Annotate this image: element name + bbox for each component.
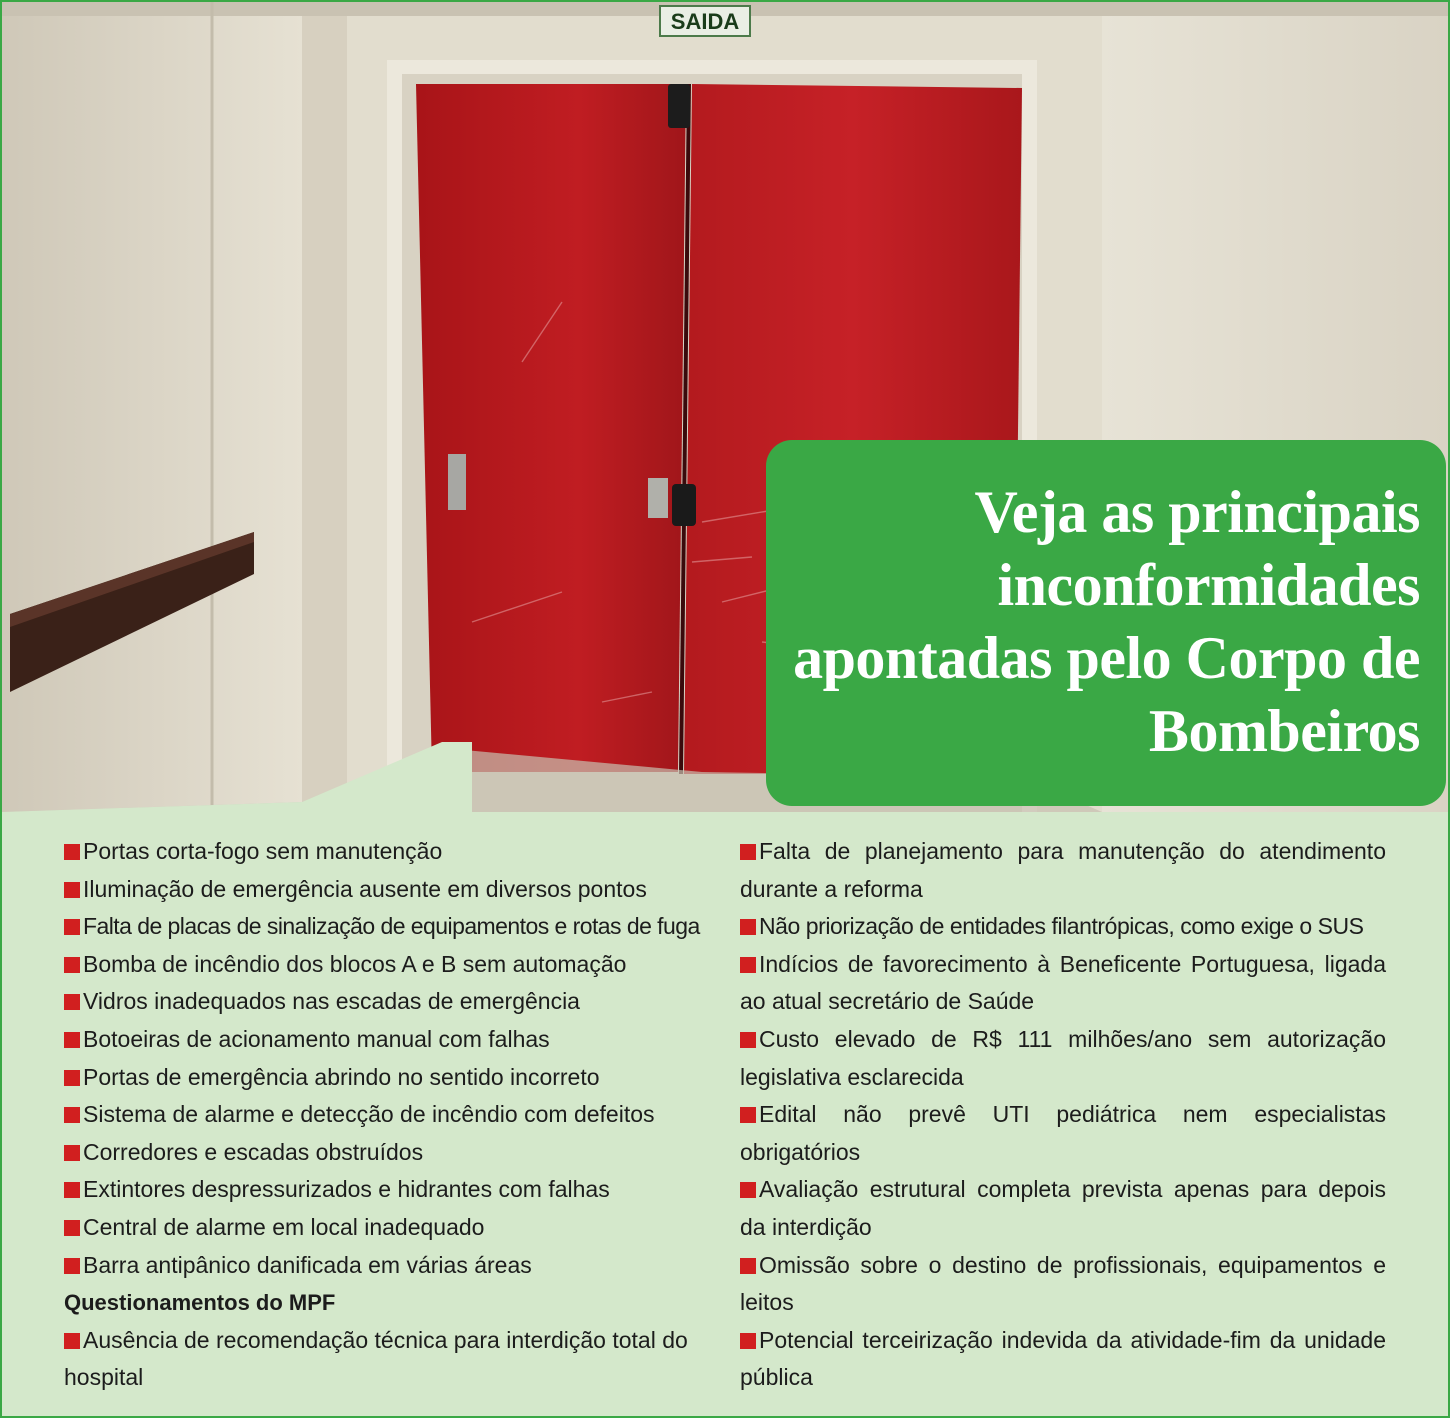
- section-heading: Questionamentos do MPF: [64, 1290, 336, 1316]
- list-item: Não priorização de entidades filantrópicas, como exige o SUS: [740, 908, 1386, 946]
- list-item: Bomba de incêndio dos blocos A e B sem automação: [64, 946, 712, 984]
- title-box: [766, 440, 1446, 806]
- list-item: Central de alarme em local inadequado: [64, 1209, 712, 1247]
- red-square-icon: [64, 1107, 80, 1123]
- left-list: [64, 833, 712, 1397]
- right-column: [740, 833, 1386, 1397]
- red-square-icon: [740, 844, 756, 860]
- list-item: Extintores despressurizados e hidrantes com falhas: [64, 1171, 712, 1209]
- red-square-icon: [64, 1032, 80, 1048]
- list-item: Potencial terceirização indevida da atividade-fim da unidade pública: [740, 1326, 1386, 1391]
- red-square-icon: [64, 1070, 80, 1086]
- red-square-icon: [740, 1107, 756, 1123]
- infographic-title: Veja as principais inconformidades apontadas pelo Corpo de Bombeiros: [793, 479, 1420, 764]
- red-square-icon: [740, 919, 756, 935]
- list-item: Iluminação de emergência ausente em diversos pontos: [64, 871, 712, 909]
- list-item: Falta de placas de sinalização de equipamentos e rotas de fuga: [64, 908, 712, 946]
- red-square-icon: [64, 994, 80, 1010]
- list-item: Avaliação estrutural completa prevista apenas para depois da interdição: [740, 1176, 1386, 1240]
- list-item: Botoeiras de acionamento manual com falhas: [64, 1021, 712, 1059]
- list-item: Ausência de recomendação técnica para interdição total do hospital: [64, 1326, 688, 1391]
- list-item: Portas de emergência abrindo no sentido incorreto: [64, 1059, 712, 1097]
- list-item: Corredores e escadas obstruídos: [64, 1134, 712, 1172]
- list-item: Edital não prevê UTI pediátrica nem especialistas obrigatórios: [740, 1101, 1386, 1165]
- red-square-icon: [64, 1182, 80, 1198]
- list-item: Omissão sobre o destino de profissionais, equipamentos e leitos: [740, 1251, 1386, 1316]
- red-square-icon: [740, 1182, 756, 1198]
- red-square-icon: [64, 1220, 80, 1236]
- list-item: Portas corta-fogo sem manutenção: [64, 833, 712, 871]
- list-item: Falta de planejamento para manutenção do atendimento durante a reforma: [740, 838, 1386, 902]
- red-square-icon: [740, 957, 756, 973]
- exit-sign-text: SAIDA: [670, 9, 740, 34]
- list-item: Indícios de favorecimento à Beneficente Portuguesa, ligada ao atual secretário de Saúde: [740, 950, 1386, 1015]
- red-square-icon: [64, 1333, 80, 1349]
- list-item: Vidros inadequados nas escadas de emergência: [64, 983, 712, 1021]
- red-square-icon: [740, 1258, 756, 1274]
- red-square-icon: [740, 1333, 756, 1349]
- red-square-icon: [740, 1032, 756, 1048]
- list-item: Custo elevado de R$ 111 milhões/ano sem autorização legislativa esclarecida: [740, 1025, 1386, 1090]
- left-column: [64, 833, 712, 1397]
- red-square-icon: [64, 844, 80, 860]
- red-square-icon: [64, 919, 80, 935]
- list-item: Sistema de alarme e detecção de incêndio com defeitos: [64, 1096, 712, 1134]
- right-list: [740, 833, 1386, 1397]
- red-square-icon: [64, 1258, 80, 1274]
- red-square-icon: [64, 882, 80, 898]
- list-item: Barra antipânico danificada em várias áreas: [64, 1247, 712, 1285]
- red-square-icon: [64, 957, 80, 973]
- photo-edge-notch: [2, 742, 472, 822]
- red-square-icon: [64, 1145, 80, 1161]
